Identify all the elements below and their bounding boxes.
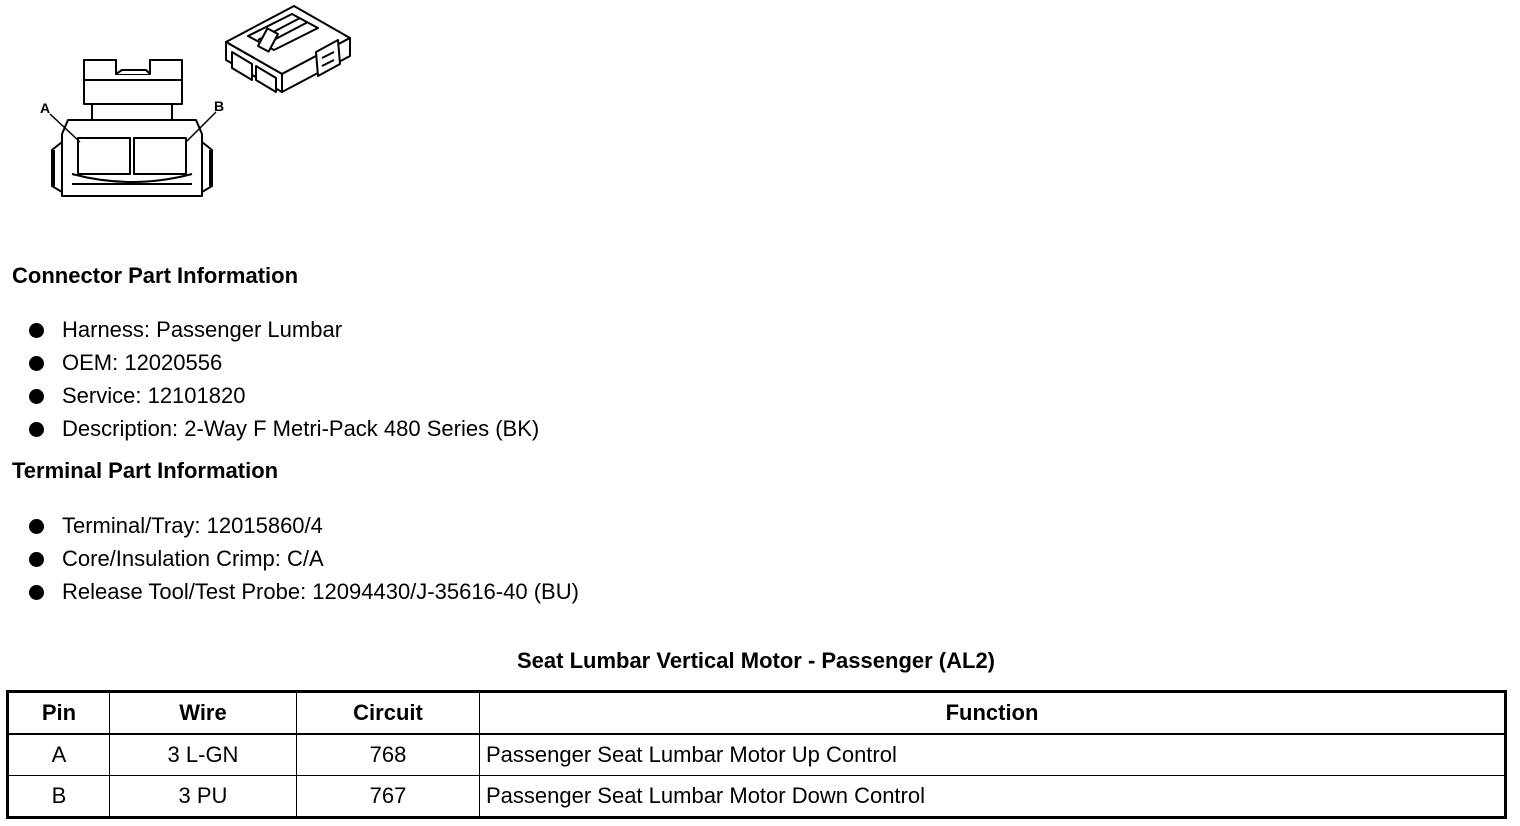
cell-wire: 3 PU [110,776,297,818]
bullet-icon [29,585,44,600]
pin-b-label: B [214,98,225,114]
connector-isometric-view [226,6,350,92]
header-function: Function [480,692,1506,735]
pin-a-label: A [40,100,51,116]
cell-pin: B [8,776,110,818]
connector-info-list [0,317,539,449]
bullet-icon [29,356,44,371]
bullet-icon [29,323,44,338]
table-header-row [8,692,1506,735]
header-pin: Pin [8,692,110,735]
terminal-info-heading: Terminal Part Information [12,458,279,483]
list-item [0,513,579,546]
list-item-text: Harness: Passenger Lumbar [62,317,343,342]
list-item-text: OEM: 12020556 [62,350,223,375]
list-item [0,416,539,449]
pin-table-title: Seat Lumbar Vertical Motor - Passenger (AL2) [516,648,996,673]
list-item [0,350,539,383]
cavity-b [134,138,186,174]
list-item-text: Release Tool/Test Probe: 12094430/J-35616-40 (BU) [62,579,579,604]
connector-diagram [0,0,380,230]
table-row [8,734,1506,776]
cell-circuit: 768 [297,734,480,776]
bullet-icon [29,519,44,534]
pin-table [6,690,1507,819]
connector-info-heading: Connector Part Information [12,263,299,288]
cell-pin: A [8,734,110,776]
table-row [8,776,1506,818]
header-wire: Wire [110,692,297,735]
cell-function: Passenger Seat Lumbar Motor Down Control [480,776,1506,818]
bullet-icon [29,422,44,437]
connector-front-view [52,60,212,196]
list-item-text: Service: 12101820 [62,383,246,408]
bullet-icon [29,552,44,567]
cell-wire: 3 L-GN [110,734,297,776]
cell-circuit: 767 [297,776,480,818]
cavity-a [78,138,130,174]
list-item [0,546,579,579]
bullet-icon [29,389,44,404]
list-item-text: Core/Insulation Crimp: C/A [62,546,324,571]
cell-function: Passenger Seat Lumbar Motor Up Control [480,734,1506,776]
list-item [0,383,539,416]
terminal-info-list [0,513,579,612]
list-item-text: Description: 2-Way F Metri-Pack 480 Series (BK) [62,416,540,441]
list-item-text: Terminal/Tray: 12015860/4 [62,513,323,538]
header-circuit: Circuit [297,692,480,735]
list-item [0,579,579,612]
list-item [0,317,539,350]
